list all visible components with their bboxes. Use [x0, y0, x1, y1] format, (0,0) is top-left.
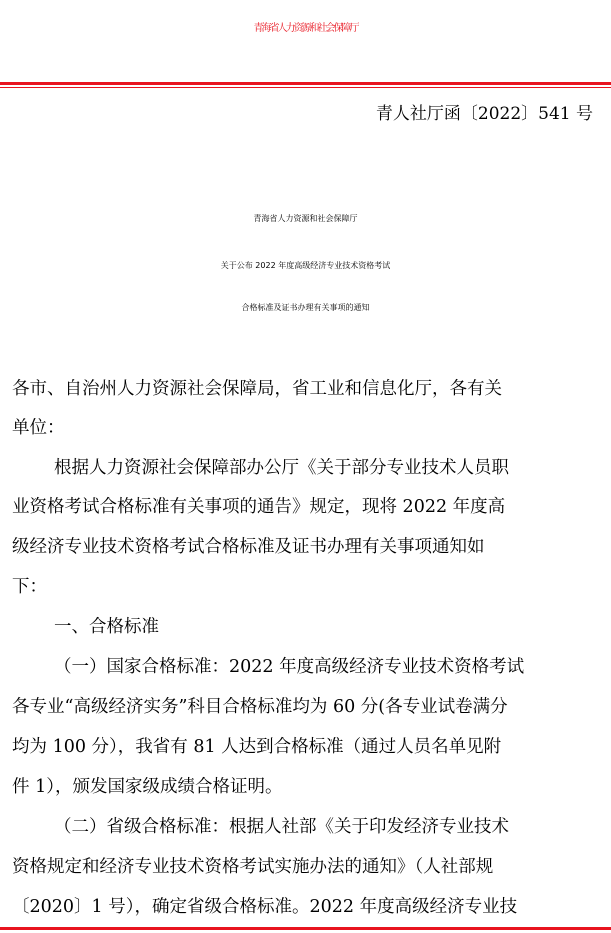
paragraph-2-line-4: 件 1），颁发国家级成绩合格证明。 — [12, 777, 283, 797]
document-number: 青人社厅函〔2022〕541 号 — [375, 104, 593, 124]
addressee-line-2: 单位： — [12, 418, 65, 438]
paragraph-3-line-3: 〔2020〕1 号），确定省级合格标准。2022 年度高级经济专业技 — [12, 897, 518, 917]
paragraph-1-line-3: 级经济专业技术资格考试合格标准及证书办理有关事项通知如 — [12, 537, 485, 557]
bottom-rule — [0, 927, 611, 930]
paragraph-2-line-3: 均为 100 分），我省有 81 人达到合格标准（通过人员名单见附 — [12, 737, 502, 757]
masthead-rule-thick — [0, 82, 611, 85]
section-heading-standards: 一、合格标准 — [54, 617, 159, 637]
masthead-rule-thin — [0, 87, 611, 88]
paragraph-3-line-2: 资格规定和经济专业技术资格考试实施办法的通知》（人社部规 — [12, 857, 494, 877]
addressee-line-1: 各市、自治州人力资源社会保障局，省工业和信息化厅，各有关 — [12, 379, 502, 399]
paragraph-2-line-1: （一）国家合格标准：2022 年度高级经济专业技术资格考试 — [54, 657, 525, 677]
paragraph-2-line-2: 各专业“高级经济实务”科目合格标准均为 60 分(各专业试卷满分 — [12, 697, 508, 717]
agency-masthead: 青海省人力资源和社会保障厅 — [253, 23, 358, 34]
title-line-2: 关于公布 2022 年度高级经济专业技术资格考试 — [220, 261, 391, 270]
paragraph-1-line-2: 业资格考试合格标准有关事项的通告》规定，现将 2022 年度高 — [12, 497, 506, 517]
title-line-3: 合格标准及证书办理有关事项的通知 — [241, 303, 370, 312]
paragraph-1-line-4: 下： — [12, 577, 47, 597]
paragraph-3-line-1: （二）省级合格标准：根据人社部《关于印发经济专业技术 — [54, 817, 509, 837]
title-line-1: 青海省人力资源和社会保障厅 — [253, 214, 358, 223]
paragraph-1-line-1: 根据人力资源社会保障部办公厅《关于部分专业技术人员职 — [54, 458, 509, 478]
